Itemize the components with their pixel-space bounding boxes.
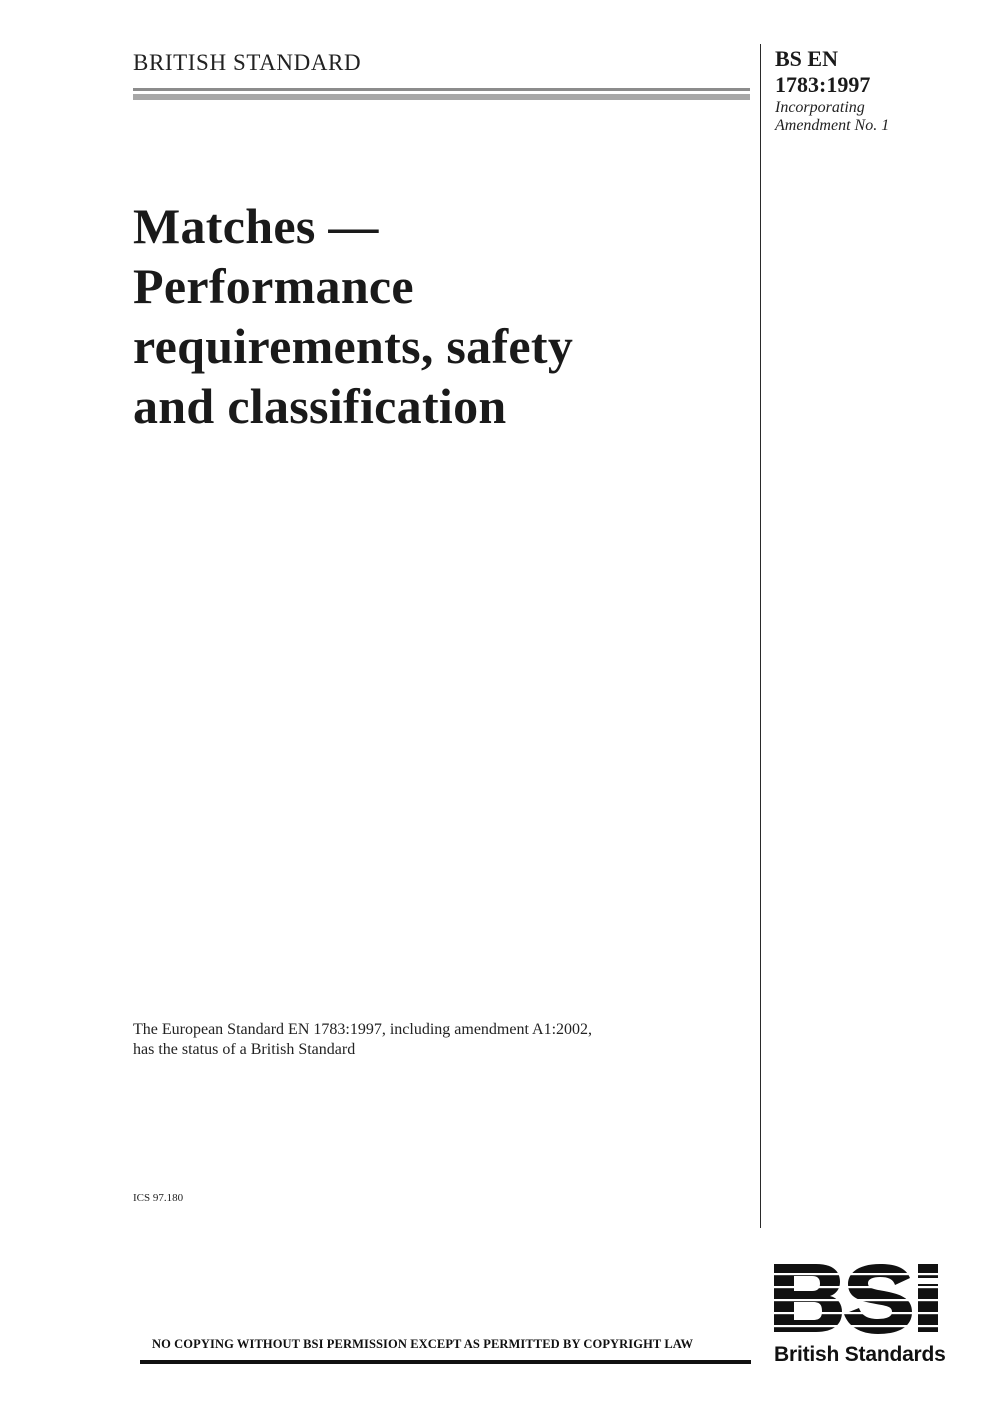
standard-number-line-2: 1783:1997 — [775, 72, 871, 97]
status-line-1: The European Standard EN 1783:1997, including amendment A1:2002, — [133, 1021, 593, 1038]
amendment-note — [775, 99, 975, 135]
footer-rule — [140, 1360, 751, 1364]
series-label: BRITISH STANDARD — [133, 50, 362, 75]
title-line-1: Matches — — [133, 198, 379, 254]
title-line-4: and classification — [133, 378, 507, 434]
document-title — [133, 196, 743, 436]
ics-code: ICS 97.180 — [133, 1192, 184, 1204]
header-rule-thin — [133, 88, 750, 91]
amendment-line-2: Amendment No. 1 — [775, 117, 890, 134]
amendment-line-1: Incorporating — [775, 99, 865, 116]
status-statement — [133, 1020, 733, 1060]
copyright-notice: NO COPYING WITHOUT BSI PERMISSION EXCEPT AS PERMITTED BY COPYRIGHT LAW — [152, 1337, 694, 1351]
header-rule-thick — [133, 94, 750, 100]
standard-number-line-1: BS EN — [775, 46, 838, 71]
bsi-logo-caption: British Standards — [774, 1343, 946, 1366]
vertical-divider — [760, 44, 761, 1228]
title-line-2: Performance — [133, 258, 414, 314]
status-line-2: has the status of a British Standard — [133, 1041, 356, 1058]
title-line-3: requirements, safety — [133, 318, 574, 374]
standard-number — [775, 46, 965, 98]
